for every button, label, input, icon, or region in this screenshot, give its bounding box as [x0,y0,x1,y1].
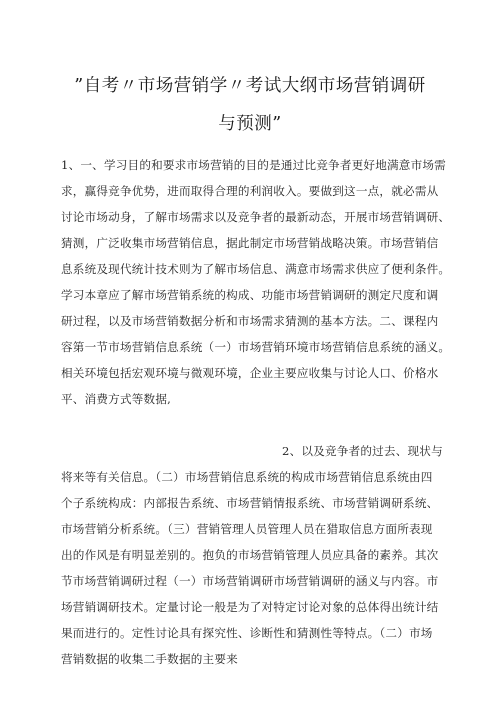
document-title-line-1: ”自考〃市场营销学〃考试大纲市场营销调研 [74,76,426,96]
body-line-19: 营销数据的收集二手数据的主要来 [61,652,238,666]
document-title-line-2: 与预测” [218,114,282,134]
body-line-11: 2、以及竞争者的过去、现状与 [282,444,443,458]
body-line-4: 猜测，广泛收集市场营销信息，据此制定市场营销战略决策。市场营销信 [61,236,439,250]
body-line-1: 1、一、学习目的和要求市场营销的目的是通过比竞争者更好地满意市场需 [61,158,446,172]
body-line-6: 学习本章应了解市场营销系统的构成、功能市场营销调研的测定尺度和调 [61,288,439,302]
body-line-9: 相关环境包括宏观环境与微观环境，企业主要应收集与讨论人口、价格水 [61,366,439,380]
body-line-10: 平、消费方式等数据, [61,392,172,406]
body-line-15: 出的作风是有明显差别的。抱负的市场营销管理人员应具备的素养。其次 [61,548,439,562]
body-line-3: 讨论市场动身，了解市场需求以及竞争者的最新动态，开展市场营销调研、 [61,210,451,224]
body-line-18: 果而进行的。定性讨论具有探究性、诊断性和猜测性等特点。（二）市场 [61,626,433,640]
body-line-7: 研过程，以及市场营销数据分析和市场需求猜测的基本方法。二、课程内 [61,314,439,328]
body-line-14: 市场营销分析系统。（三）营销管理人员管理人员在猎取信息方面所表现 [61,522,433,536]
body-line-16: 节市场营销调研过程（一）市场营销调研市场营销调研的涵义与内容。市 [61,574,439,588]
body-line-12: 将来等有关信息。（二）市场营销信息系统的构成市场营销信息系统由四 [61,470,433,484]
body-line-5: 息系统及现代统计技术则为了解市场信息、满意市场需求供应了便利条件。 [61,262,451,276]
body-line-8: 容第一节市场营销信息系统（一）市场营销环境市场营销信息系统的涵义。 [61,340,451,354]
body-line-2: 求，赢得竞争优势，进而取得合理的利润收入。要做到这一点，就必需从 [61,184,439,198]
body-line-13: 个子系统构成：内部报告系统、市场营销情报系统、市场营销调研系统、 [61,496,439,510]
body-line-17: 场营销调研技术。定量讨论一般是为了对特定讨论对象的总体得出统计结 [61,600,439,614]
